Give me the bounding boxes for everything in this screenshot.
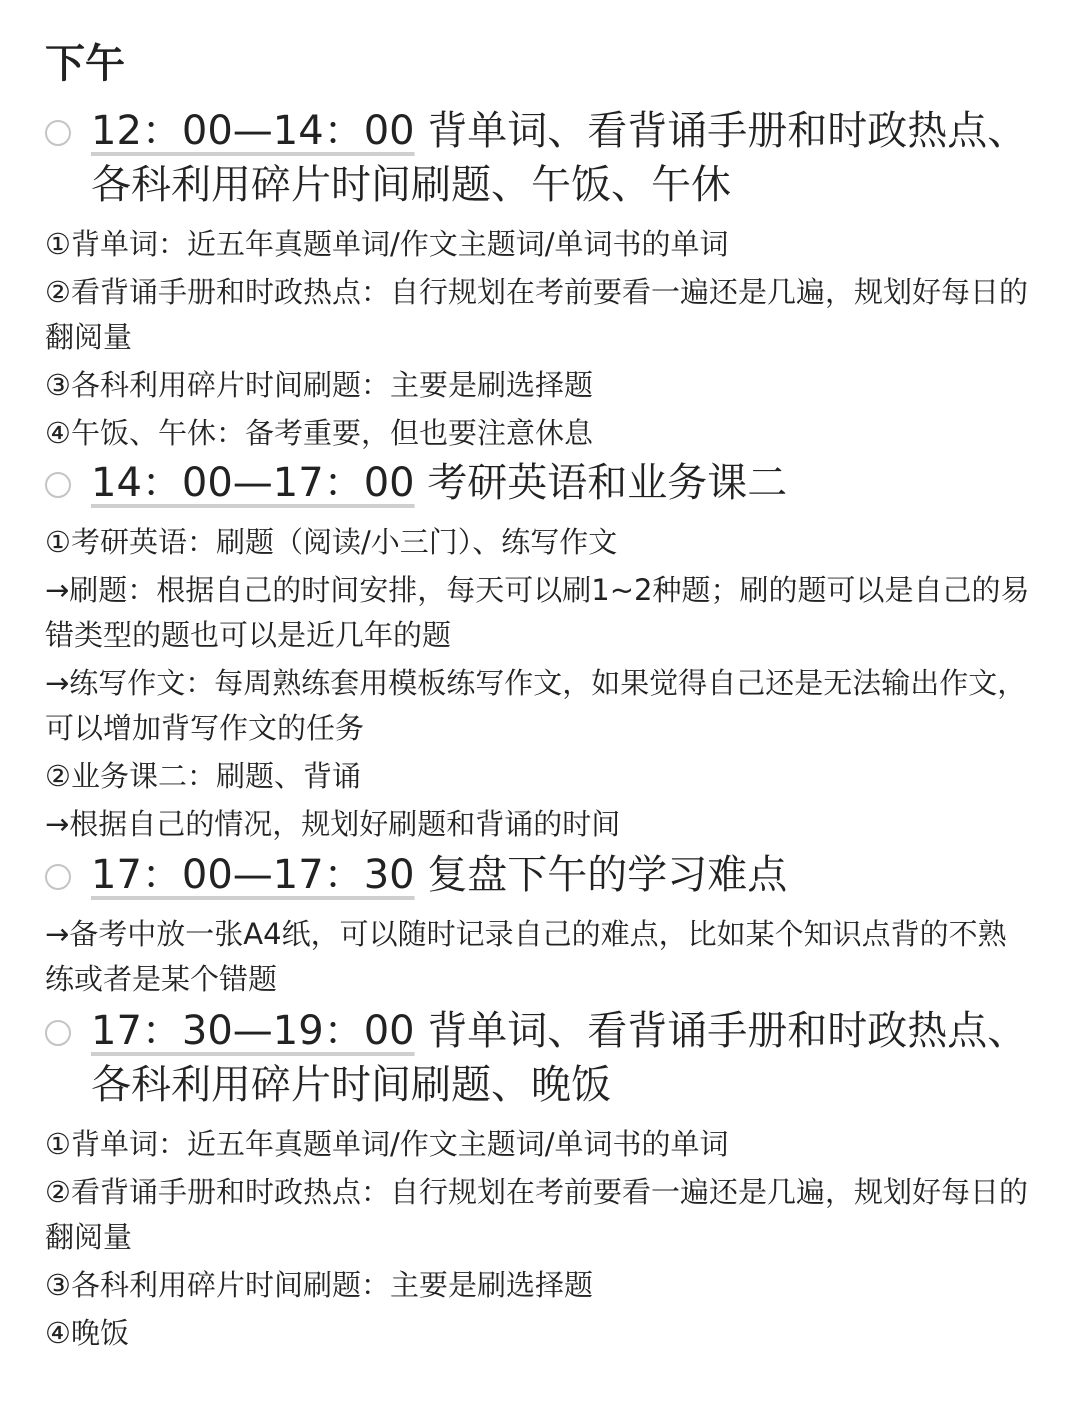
schedule-item bbox=[45, 104, 1035, 459]
schedule-item-title bbox=[91, 1004, 1035, 1112]
detail-line: ②业务课二：刷题、背诵 bbox=[45, 759, 361, 793]
schedule-item bbox=[45, 1004, 1035, 1359]
detail-line: ②看背诵手册和时政热点：自行规划在考前要看一遍还是几遍，规划好每日的翻阅量 bbox=[45, 275, 1028, 354]
schedule-item-header bbox=[45, 1004, 1035, 1112]
task-text: 背单词、看背诵手册和时政热点、各科利用碎片时间刷题、午饭、午休 bbox=[91, 108, 1028, 208]
checkbox-circle-icon[interactable] bbox=[45, 864, 71, 890]
detail-line: →备考中放一张A4纸，可以随时记录自己的难点，比如某个知识点背的不熟练或者是某个错题 bbox=[45, 917, 1007, 996]
task-text: 复盘下午的学习难点 bbox=[427, 852, 788, 898]
schedule-item-title bbox=[91, 456, 1035, 510]
detail-line: ④晚饭 bbox=[45, 1316, 129, 1350]
detail-line: ④午饭、午休：备考重要，但也要注意休息 bbox=[45, 416, 593, 450]
item-details bbox=[45, 1122, 1035, 1356]
time-range: 17：00—17：30 bbox=[91, 852, 415, 898]
task-text: 考研英语和业务课二 bbox=[427, 460, 788, 506]
schedule-item-header bbox=[45, 848, 1035, 902]
detail-line: →根据自己的情况，规划好刷题和背诵的时间 bbox=[45, 807, 621, 841]
detail-line: ①背单词：近五年真题单词/作文主题词/单词书的单词 bbox=[45, 227, 729, 261]
item-details bbox=[45, 222, 1035, 456]
time-range: 17：30—19：00 bbox=[91, 1008, 415, 1054]
detail-line: ②看背诵手册和时政热点：自行规划在考前要看一遍还是几遍，规划好每日的翻阅量 bbox=[45, 1175, 1028, 1254]
detail-line: ①考研英语：刷题（阅读/小三门）、练写作文 bbox=[45, 525, 618, 559]
schedule-item bbox=[45, 456, 1035, 850]
item-details bbox=[45, 912, 1035, 1002]
schedule-item-header bbox=[45, 456, 1035, 510]
checkbox-circle-icon[interactable] bbox=[45, 1020, 71, 1046]
section-title: 下午 bbox=[45, 41, 125, 87]
time-range: 14：00—17：00 bbox=[91, 460, 415, 506]
checkbox-circle-icon[interactable] bbox=[45, 120, 71, 146]
detail-line: ③各科利用碎片时间刷题：主要是刷选择题 bbox=[45, 368, 593, 402]
item-details bbox=[45, 520, 1035, 847]
schedule-item-title bbox=[91, 104, 1035, 212]
task-text: 背单词、看背诵手册和时政热点、各科利用碎片时间刷题、晚饭 bbox=[91, 1008, 1028, 1108]
detail-line: ③各科利用碎片时间刷题：主要是刷选择题 bbox=[45, 1268, 593, 1302]
detail-line: →刷题：根据自己的时间安排，每天可以刷1~2种题；刷的题可以是自己的易错类型的题也可以是近几年的题 bbox=[45, 573, 1030, 652]
schedule-item-header bbox=[45, 104, 1035, 212]
schedule-item bbox=[45, 848, 1035, 1005]
detail-line: →练写作文：每周熟练套用模板练写作文，如果觉得自己还是无法输出作文，可以增加背写作文的任务 bbox=[45, 666, 1027, 745]
schedule-item-title bbox=[91, 848, 1035, 902]
detail-line: ①背单词：近五年真题单词/作文主题词/单词书的单词 bbox=[45, 1127, 729, 1161]
time-range: 12：00—14：00 bbox=[91, 108, 415, 154]
checkbox-circle-icon[interactable] bbox=[45, 472, 71, 498]
